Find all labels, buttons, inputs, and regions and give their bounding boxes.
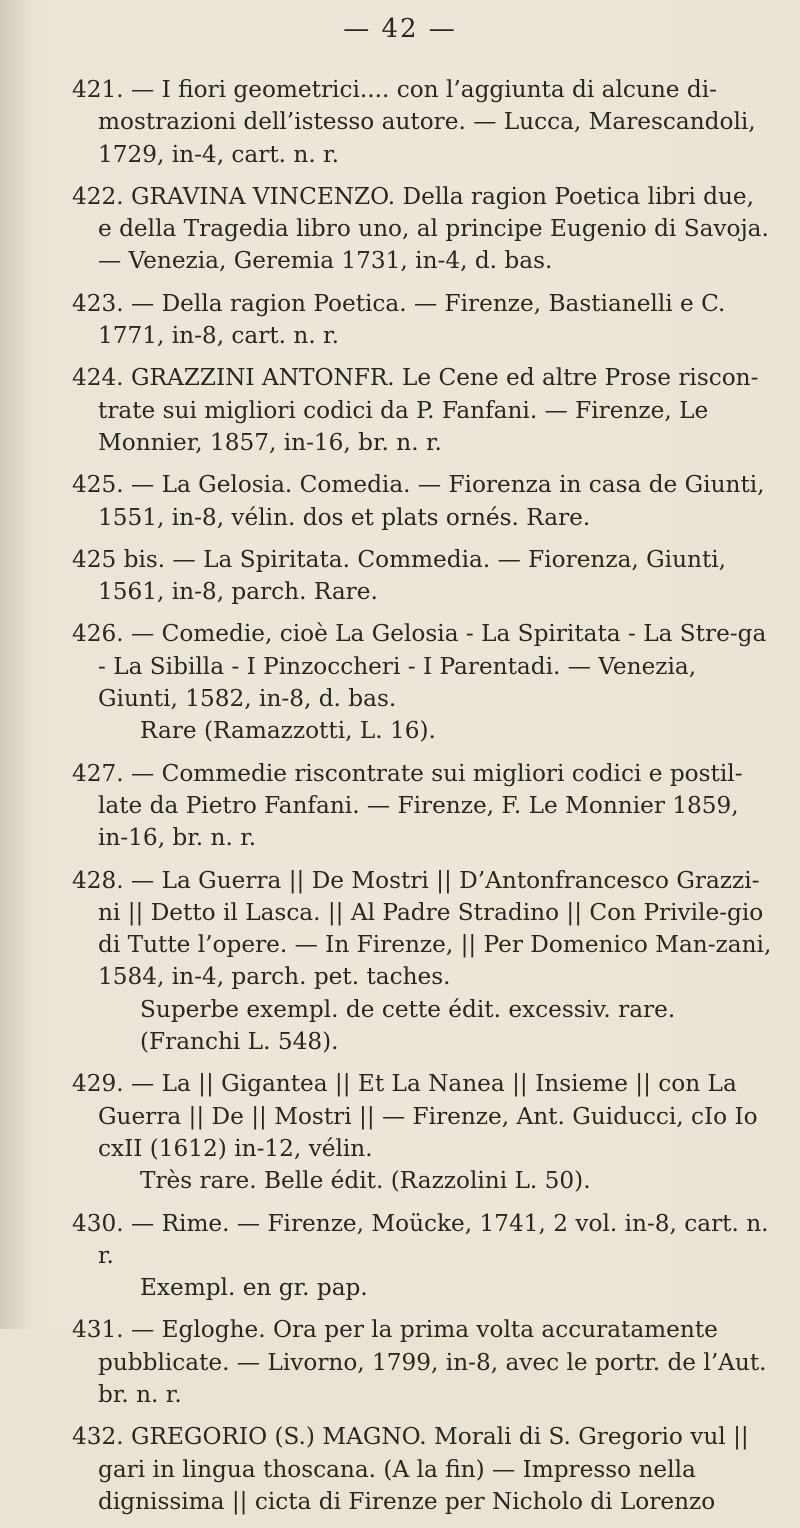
entry-number: 425 bis. [72, 545, 166, 573]
entry-number: 423. [72, 289, 124, 317]
entry-number: 426. [72, 620, 124, 648]
catalog-entry [72, 1421, 772, 1518]
entry-list [72, 74, 772, 1528]
entry-number: 428. [72, 866, 124, 894]
entry-text: — Rime. — Firenze, Moücke, 1741, 2 vol. in-8, cart. n. r. [98, 1209, 769, 1269]
catalog-entry [72, 1208, 772, 1305]
catalog-entry [72, 1068, 772, 1197]
entry-text: — La || Gigantea || Et La Nanea || Insieme || con La Guerra || De || Mostri || — Firenze, Ant. Guiducci, cIo Io cxII (1612) in-12, vélin. [98, 1070, 758, 1162]
entry-number: 427. [72, 759, 124, 787]
catalog-entry [72, 618, 772, 747]
entry-number: 431. [72, 1316, 124, 1344]
entry-number: 421. [72, 76, 124, 103]
catalog-entry [72, 74, 772, 171]
entry-note: Très rare. Belle édit. (Razzolini L. 50). [140, 1167, 591, 1195]
entry-number: 424. [72, 364, 124, 392]
catalog-entry [72, 758, 772, 855]
catalog-entry [72, 865, 772, 1059]
entry-text: — Egloghe. Ora per la prima volta accuratamente pubblicate. — Livorno, 1799, in-8, avec le portr. de l’Aut. br. n. r. [98, 1316, 767, 1408]
entry-text: GRAZZINI ANTONFR. Le Cene ed altre Prose riscon-trate sui migliori codici da P. Fanfani. — Firenze, Le Monnier, 1857, in-16, br. n. r. [98, 364, 759, 456]
entry-number: 432. [72, 1423, 124, 1451]
entry-text: — I fiori geometrici.... con l’aggiunta di alcune di-mostrazioni dell’istesso autore. — Lucca, Marescandoli, 1729, in-4, cart. n. r. [98, 76, 756, 168]
entry-number: 429. [72, 1070, 124, 1098]
entry-number: 422. [72, 182, 124, 210]
entry-text: — Commedie riscontrate sui migliori codici e postil-late da Pietro Fanfani. — Firenze, F. Le Monnier 1859, in-16, br. n. r. [98, 759, 743, 852]
catalog-entry [72, 362, 772, 459]
entry-note: Rare (Ramazzotti, L. 16). [140, 717, 436, 745]
catalog-entry [72, 469, 772, 534]
entry-text: GRAVINA VINCENZO. Della ragion Poetica libri due, e della Tragedia libro uno, al principe Eugenio di Savoja. — Venezia, Geremia 1731, in-4, d. bas. [98, 182, 769, 275]
entry-text: GREGORIO (S.) MAGNO. Morali di S. Gregorio vul || gari in lingua thoscana. (A la fin) — Impresso nella dignissima || cicta di Firenze per Nicholo di Lorenzo [98, 1423, 749, 1515]
entry-number: 430. [72, 1209, 124, 1237]
entry-note: Exempl. en gr. pap. [140, 1274, 368, 1302]
page-number: — 42 — [343, 14, 457, 44]
entry-number: 425. [72, 471, 124, 499]
catalog-entry [72, 181, 772, 278]
entry-note: Superbe exempl. de cette édit. excessiv. rare. (Franchi L. 548). [140, 995, 676, 1056]
entry-text: — Della ragion Poetica. — Firenze, Bastianelli e C. 1771, in-8, cart. n. r. [98, 289, 726, 350]
catalog-entry [72, 288, 772, 353]
binding-shadow [0, 0, 30, 1329]
entry-text: — La Spiritata. Commedia. — Fiorenza, Giunti, 1561, in-8, parch. Rare. [98, 545, 727, 606]
entry-text: — Comedie, cioè La Gelosia - La Spiritata - La Stre-ga - La Sibilla - I Pinzoccheri - I Parentadi. — Venezia, Giunti, 1582, in-8, d. bas. [98, 620, 767, 713]
entry-text: — La Gelosia. Comedia. — Fiorenza in casa de Giunti, 1551, in-8, vélin. dos et plats ornés. Rare. [98, 471, 765, 531]
catalog-entry [72, 544, 772, 609]
entry-text: — La Guerra || De Mostri || D’Antonfrancesco Grazzi-ni || Detto il Lasca. || Al Padre Stradino || Con Privile-gio di Tutte l’opere. — In Firenze, || Per Domenico Man-zani, 1584, in-4, parch. pet. taches. [98, 866, 772, 991]
